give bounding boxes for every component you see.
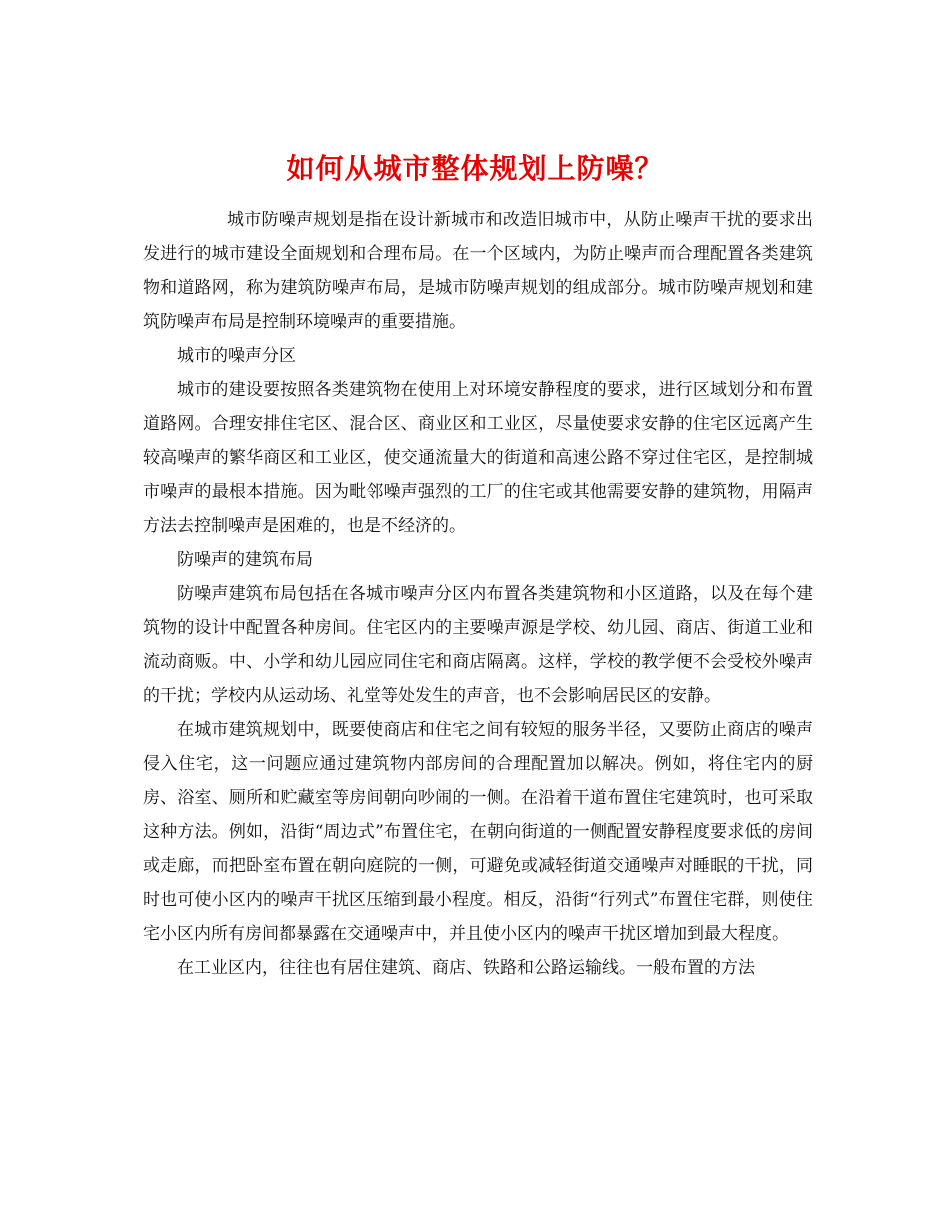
paragraph-urban-planning: 在城市建筑规划中，既要使商店和住宅之间有较短的服务半径，又要防止商店的噪声侵入住宅，这一问题应通过建筑物内部房间的合理配置加以解决。例如，将住宅内的厨房、浴室、厕所和贮藏室等房间朝向吵闹的一侧。在沿着干道布置住宅建筑时，也可采取这种方法。例如，沿街“周边式”布置住宅，在朝向街道的一侧配置安静程度要求低的房间或走廊，而把卧室布置在朝向庭院的一侧，可避免或减轻街道交通噪声对睡眠的干扰，同时也可使小区内的噪声干扰区压缩到最小程度。相反，沿街“行列式”布置住宅群，则使住宅小区内所有房间都暴露在交通噪声中，并且使小区内的噪声干扰区增加到最大程度。 <box>143 720 813 944</box>
document-body <box>143 203 813 985</box>
paragraph-building-layout: 防噪声建筑布局包括在各城市噪声分区内布置各类建筑物和小区道路，以及在每个建筑物的设计中配置各种房间。住宅区内的主要噪声源是学校、幼儿园、商店、街道工业和流动商贩。中、小学和幼儿园应同住宅和商店隔离。这样，学校的教学便不会受校外噪声的干扰；学校内从运动场、礼堂等处发生的声音，也不会影响居民区的安静。 <box>143 584 813 706</box>
paragraph-industrial-zone: 在工业区内，往往也有居住建筑、商店、铁路和公路运输线。一般布置的方法 <box>177 958 755 978</box>
section-heading-noise-zoning: 城市的噪声分区 <box>177 346 296 366</box>
paragraph-noise-zoning: 城市的建设要按照各类建筑物在使用上对环境安静程度的要求，进行区域划分和布置道路网。合理安排住宅区、混合区、商业区和工业区，尽量使要求安静的住宅区远离产生较高噪声的繁华商区和工业区，使交通流量大的街道和高速公路不穿过住宅区，是控制城市噪声的最根本措施。因为毗邻噪声强烈的工厂的住宅或其他需要安静的建筑物，用隔声方法去控制噪声是困难的，也是不经济的。 <box>143 380 813 536</box>
document-title: 如何从城市整体规划上防噪？ <box>286 151 664 185</box>
paragraph-intro: 城市防噪声规划是指在设计新城市和改造旧城市中，从防止噪声干扰的要求出发进行的城市建设全面规划和合理布局。在一个区域内，为防止噪声而合理配置各类建筑物和道路网，称为建筑防噪声布局，是城市防噪声规划的组成部分。城市防噪声规划和建筑防噪声布局是控制环境噪声的重要措施。 <box>143 210 813 332</box>
section-heading-building-layout: 防噪声的建筑布局 <box>177 550 313 570</box>
